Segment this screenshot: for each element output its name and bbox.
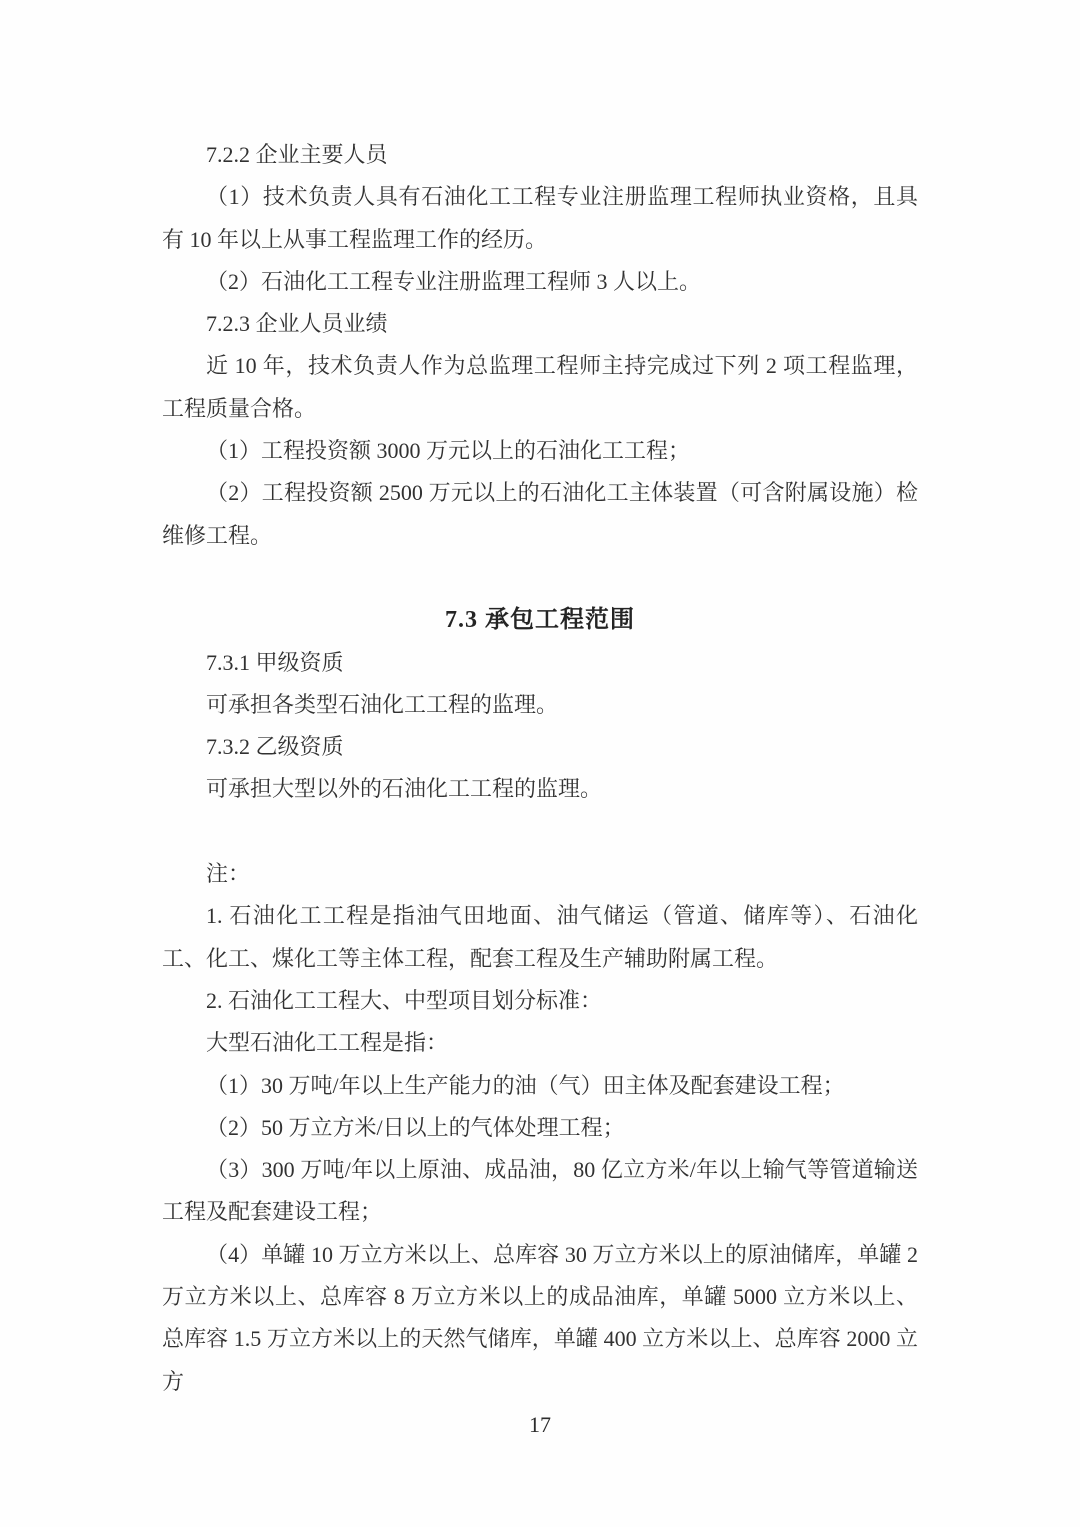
note-large-item-2: （2）50 万立方米/日以上的气体处理工程； — [206, 1114, 625, 1140]
section-73-heading: 7.3 承包工程范围 — [445, 607, 635, 634]
para-732-title: 7.3.2 乙级资质 — [206, 734, 344, 760]
document-body — [162, 134, 918, 1403]
para-732-body: 可承担大型以外的石油化工工程的监理。 — [206, 776, 603, 802]
para-731-title: 7.3.1 甲级资质 — [206, 649, 344, 675]
para-731-body: 可承担各类型石油化工工程的监理。 — [206, 691, 559, 717]
note-large-item-1: （1）30 万吨/年以上生产能力的油（气）田主体及配套建设工程； — [206, 1072, 845, 1098]
note-item-1: 1. 石油化工工程是指油气田地面、油气储运（管道、储库等）、石油化工、化工、煤化工等主体工程，配套工程及生产辅助附属工程。 — [162, 903, 918, 971]
note-large-item-3: （3）300 万吨/年以上原油、成品油，80 亿立方米/年以上输气等管道输送工程及配套建设工程； — [162, 1157, 918, 1225]
para-722-item-2: （2）石油化工工程专业注册监理工程师 3 人以上。 — [206, 268, 702, 294]
note-large-intro: 大型石油化工工程是指： — [206, 1030, 449, 1056]
para-723-intro: 近 10 年，技术负责人作为总监理工程师主持完成过下列 2 项工程监理，工程质量合格。 — [162, 353, 918, 421]
note-item-2: 2. 石油化工工程大、中型项目划分标准： — [206, 987, 603, 1013]
para-723-item-1: （1）工程投资额 3000 万元以上的石油化工工程； — [206, 438, 691, 464]
para-723-item-2: （2）工程投资额 2500 万元以上的石油化工主体装置（可含附属设施）检维修工程。 — [162, 480, 918, 548]
para-723-title: 7.2.3 企业人员业绩 — [206, 311, 388, 337]
notes-label: 注： — [206, 861, 251, 887]
para-722-item-1: （1）技术负责人具有石油化工工程专业注册监理工程师执业资格，且具有 10 年以上从事工程监理工作的经历。 — [162, 184, 918, 252]
page-number: 17 — [529, 1412, 551, 1437]
note-large-item-4: （4）单罐 10 万立方米以上、总库容 30 万立方米以上的原油储库，单罐 2 万立方米以上、总库容 8 万立方米以上的成品油库，单罐 5000 立方米以上、总库容 1.5 万立方米以上的天然气储库，单罐 400 立方米以上、总库容 2000 立方 — [162, 1241, 918, 1394]
page-footer — [0, 1404, 1080, 1446]
para-722-title: 7.2.2 企业主要人员 — [206, 142, 388, 167]
